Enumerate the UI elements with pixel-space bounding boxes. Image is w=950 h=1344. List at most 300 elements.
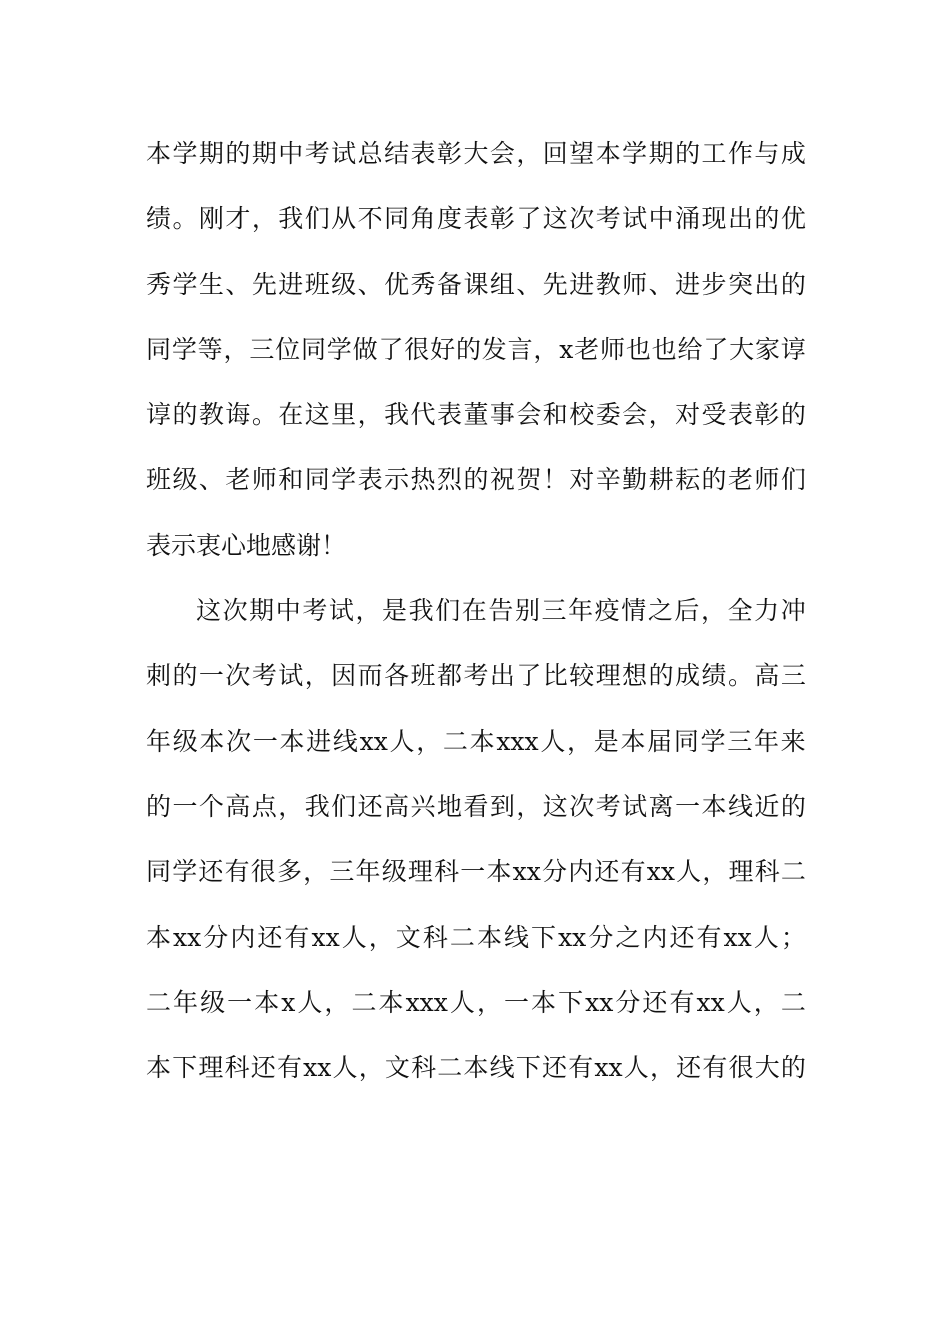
text-char: 是 <box>593 726 619 756</box>
text-char: 备 <box>436 269 462 299</box>
text-char: 理 <box>407 857 433 887</box>
text-char: 还 <box>198 857 224 887</box>
text-char: 人 <box>753 922 779 952</box>
text-char: 了 <box>703 334 729 364</box>
text-char: 董 <box>463 400 489 430</box>
text-char: 分 <box>542 857 568 887</box>
text-char: 与 <box>754 139 780 168</box>
text-char: 本 <box>469 726 495 756</box>
text-char: 会 <box>489 139 515 168</box>
text-char: 有 <box>620 857 646 887</box>
text-char: 会 <box>622 400 648 430</box>
text-char: 、 <box>198 465 224 495</box>
text-char: 次 <box>222 596 248 626</box>
text-char: 会 <box>516 400 542 430</box>
text-char: 们 <box>304 204 330 234</box>
text-char: 校 <box>569 400 595 430</box>
text-char: 本 <box>595 139 621 168</box>
text-char: 级 <box>172 465 198 495</box>
text-char: 进 <box>675 269 701 299</box>
text-char: 二 <box>780 987 806 1017</box>
text-char: 受 <box>701 400 727 430</box>
text-char: 里 <box>331 400 357 430</box>
text-line <box>146 844 806 909</box>
text-char: 表 <box>410 139 436 168</box>
text-char: 有 <box>669 987 695 1017</box>
text-char: 年 <box>173 987 199 1017</box>
text-char: 、 <box>357 269 383 299</box>
text-char: xx <box>173 922 202 952</box>
text-char: 学 <box>172 269 198 299</box>
text-char: 试 <box>331 139 357 168</box>
text-char: 进 <box>306 726 332 756</box>
text-char: 的 <box>701 465 727 495</box>
text-char: 二 <box>442 726 468 756</box>
text-char: 离 <box>648 791 674 821</box>
text-char: 了 <box>516 661 542 691</box>
text-line <box>146 322 806 387</box>
text-line <box>146 648 806 713</box>
text-char: 别 <box>514 596 540 626</box>
text-char: 中 <box>648 204 674 234</box>
text-char: 班 <box>410 661 436 691</box>
text-char: 高 <box>225 791 251 821</box>
text-char: 分 <box>588 922 614 952</box>
text-char: 先 <box>542 269 568 299</box>
text-line: 表示衷心地感谢！ <box>146 530 347 560</box>
text-char: 兴 <box>410 791 436 821</box>
text-char: 祝 <box>489 465 515 495</box>
text-char: 情 <box>621 596 647 626</box>
text-char: 级 <box>200 987 226 1017</box>
text-char: 有 <box>696 922 722 952</box>
text-char: ， <box>567 726 593 756</box>
text-char: ， <box>476 987 502 1017</box>
text-char: 科 <box>411 1053 437 1083</box>
text-char: 二 <box>146 987 172 1017</box>
text-char: 级 <box>331 269 357 299</box>
text-char: 中 <box>278 139 304 168</box>
text-char: 一 <box>504 987 530 1017</box>
text-char: xx <box>558 922 587 952</box>
text-char: 进 <box>569 269 595 299</box>
text-char: 人 <box>676 857 702 887</box>
text-char: 线 <box>727 791 753 821</box>
text-char: 考 <box>302 596 328 626</box>
text-char: 一 <box>172 791 198 821</box>
text-char: 文 <box>395 922 421 952</box>
text-char: 班 <box>146 465 172 495</box>
text-char: ， <box>516 791 542 821</box>
text-char: 次 <box>569 791 595 821</box>
text-char: 涌 <box>675 204 701 234</box>
text-char: 秀 <box>146 269 172 299</box>
text-char: 是 <box>382 596 408 626</box>
text-char: 级 <box>381 857 407 887</box>
text-char: 全 <box>727 596 753 626</box>
text-char: 刺 <box>146 661 172 691</box>
text-char: 热 <box>410 465 436 495</box>
text-char: 二 <box>449 922 475 952</box>
text-char: 们 <box>435 596 461 626</box>
text-char: 组 <box>489 269 515 299</box>
text-char: 老 <box>225 465 251 495</box>
text-char: ， <box>416 726 442 756</box>
text-char: ， <box>304 661 330 691</box>
text-char: 们 <box>331 791 357 821</box>
text-char: 谆 <box>780 334 806 364</box>
text-char: 大 <box>463 139 489 168</box>
text-char: 到 <box>489 791 515 821</box>
text-char: 优 <box>780 204 806 234</box>
text-char: 诲 <box>225 400 251 430</box>
text-char: 文 <box>384 1053 410 1083</box>
text-char: 突 <box>727 269 753 299</box>
text-char: 委 <box>595 400 621 430</box>
text-char: 看 <box>463 791 489 821</box>
text-char: 总 <box>357 139 383 168</box>
text-char: 地 <box>436 791 462 821</box>
text-char: 期 <box>198 139 224 168</box>
text-char: 的 <box>455 334 481 364</box>
text-char: xx <box>646 857 675 887</box>
text-char: xx <box>594 1053 623 1083</box>
text-char: 的 <box>146 791 172 821</box>
text-line <box>146 126 806 191</box>
text-char: 近 <box>754 791 780 821</box>
text-char: 生 <box>198 269 224 299</box>
text-char: 表 <box>357 465 383 495</box>
text-char: 的 <box>172 661 198 691</box>
text-char: 优 <box>384 269 410 299</box>
text-char: 还 <box>676 1053 702 1083</box>
text-char: 的 <box>225 139 251 168</box>
text-char: 学 <box>622 139 648 168</box>
text-char: 有 <box>702 1053 728 1083</box>
text-char: 先 <box>251 269 277 299</box>
text-char: ， <box>358 1053 384 1083</box>
text-char: 人 <box>540 726 566 756</box>
text-char: 比 <box>542 661 568 691</box>
text-char: 还 <box>669 922 695 952</box>
text-char: 成 <box>780 139 806 168</box>
text-char: 给 <box>677 334 703 364</box>
text-char: 有 <box>568 1053 594 1083</box>
text-char: 的 <box>780 400 806 430</box>
text-char: 还 <box>357 791 383 821</box>
text-char: 还 <box>250 1053 276 1083</box>
text-char: 同 <box>146 334 172 364</box>
text-char: 三 <box>727 726 753 756</box>
text-char: 在 <box>278 400 304 430</box>
text-char: 本 <box>254 987 280 1017</box>
text-char: 、 <box>225 269 251 299</box>
text-char: 做 <box>352 334 378 364</box>
text-line <box>146 975 806 1040</box>
text-char: 人 <box>341 922 367 952</box>
text-char: 年 <box>753 726 779 756</box>
text-char: 。 <box>251 400 277 430</box>
text-char: 期 <box>648 139 674 168</box>
text-char: 考 <box>463 661 489 691</box>
text-char: 本 <box>701 791 727 821</box>
text-char: 本 <box>531 987 557 1017</box>
text-char: 三 <box>780 661 806 691</box>
text-char: 师 <box>251 465 277 495</box>
text-char: 人 <box>726 987 752 1017</box>
text-char: 试 <box>622 791 648 821</box>
text-char: 同 <box>673 726 699 756</box>
text-char: 力 <box>754 596 780 626</box>
text-char: 的 <box>463 465 489 495</box>
text-char: 角 <box>410 204 436 234</box>
text-char: 较 <box>569 661 595 691</box>
text-char: ， <box>753 987 779 1017</box>
text-char: xx <box>512 857 541 887</box>
text-char: 年 <box>568 596 594 626</box>
text-char: 期 <box>249 596 275 626</box>
text-char: 三 <box>329 857 355 887</box>
text-char: ， <box>357 400 383 430</box>
text-char: ！ <box>542 465 568 495</box>
text-char: 有 <box>284 922 310 952</box>
text-char: x <box>281 987 296 1017</box>
text-char: 教 <box>198 400 224 430</box>
text-char: 分 <box>203 922 229 952</box>
text-char: 期 <box>251 139 277 168</box>
text-char: 本 <box>146 922 172 952</box>
paragraph-start-line <box>146 583 806 648</box>
text-char: xxx <box>405 987 448 1017</box>
text-char: 考 <box>595 791 621 821</box>
text-char: ， <box>278 791 304 821</box>
text-char: 多 <box>276 857 302 887</box>
text-char: ， <box>303 857 329 887</box>
text-char: 本 <box>279 726 305 756</box>
text-char: 勤 <box>622 465 648 495</box>
text-char: 本 <box>146 1053 172 1083</box>
text-char: 来 <box>780 726 806 756</box>
text-char: 的 <box>172 400 198 430</box>
text-char: 谆 <box>146 400 172 430</box>
text-char: 的 <box>780 791 806 821</box>
text-char: 冲 <box>780 596 806 626</box>
text-char: 教 <box>595 269 621 299</box>
text-char: 各 <box>384 661 410 691</box>
text-line <box>146 387 806 452</box>
text-char: 学 <box>326 334 352 364</box>
text-char: 人 <box>389 726 415 756</box>
text-char: 了 <box>516 204 542 234</box>
text-char: 、 <box>648 269 674 299</box>
text-char: 表 <box>727 400 753 430</box>
text-char: 从 <box>331 204 357 234</box>
text-char: 这 <box>196 596 222 626</box>
text-char: ， <box>648 400 674 430</box>
text-char: xxx <box>496 726 539 756</box>
text-char: 疫 <box>594 596 620 626</box>
text-char: ， <box>355 596 381 626</box>
text-char: 师 <box>600 334 626 364</box>
text-char: 代 <box>410 400 436 430</box>
text-char: ， <box>649 1053 675 1083</box>
text-char: 同 <box>300 334 326 364</box>
text-char: 高 <box>384 791 410 821</box>
text-char: 线 <box>503 922 529 952</box>
text-char: 年 <box>146 726 172 756</box>
text-char: 很 <box>728 1053 754 1083</box>
text-char: 班 <box>304 269 330 299</box>
text-char: 人 <box>623 1053 649 1083</box>
text-char: 同 <box>384 204 410 234</box>
text-char: 三 <box>249 334 275 364</box>
text-char: 理 <box>198 1053 224 1083</box>
text-char: 刚 <box>198 204 224 234</box>
body-text <box>146 126 806 1105</box>
text-char: 表 <box>436 400 462 430</box>
text-char: 个 <box>198 791 224 821</box>
text-char: 线 <box>332 726 358 756</box>
text-char: 的 <box>780 269 806 299</box>
text-char: 很 <box>404 334 430 364</box>
text-char: 也 <box>625 334 651 364</box>
text-char: 同 <box>146 857 172 887</box>
text-char: 次 <box>225 661 251 691</box>
text-char: 还 <box>594 857 620 887</box>
text-char: 高 <box>754 661 780 691</box>
text-char: 了 <box>378 334 404 364</box>
text-char: 本 <box>620 726 646 756</box>
text-char: 我 <box>384 400 410 430</box>
text-char: 之 <box>647 596 673 626</box>
text-char: 本 <box>486 857 512 887</box>
text-char: 考 <box>304 139 330 168</box>
text-char: 年 <box>355 857 381 887</box>
text-char: 的 <box>648 661 674 691</box>
text-char: 一 <box>675 791 701 821</box>
text-line <box>146 191 806 256</box>
text-char: 这 <box>542 204 568 234</box>
text-char: 一 <box>460 857 486 887</box>
text-char: 一 <box>227 987 253 1017</box>
text-char: 之 <box>615 922 641 952</box>
text-char: xx <box>303 1053 332 1083</box>
text-char: 本 <box>463 1053 489 1083</box>
text-char: 考 <box>251 661 277 691</box>
text-char: 回 <box>542 139 568 168</box>
text-char: 人 <box>297 987 323 1017</box>
text-char: 大 <box>729 334 755 364</box>
text-char: 级 <box>172 726 198 756</box>
text-char: 对 <box>675 400 701 430</box>
text-char: 次 <box>569 204 595 234</box>
text-char: 本 <box>146 139 172 168</box>
text-char: 出 <box>727 204 753 234</box>
text-char: 很 <box>250 857 276 887</box>
text-char: 学 <box>172 857 198 887</box>
text-char: 表 <box>463 204 489 234</box>
text-char: 三 <box>541 596 567 626</box>
text-char: 内 <box>642 922 668 952</box>
text-char: ， <box>700 596 726 626</box>
text-char: 步 <box>701 269 727 299</box>
text-char: 还 <box>642 987 668 1017</box>
text-char: 彰 <box>436 139 462 168</box>
text-line <box>146 257 806 322</box>
text-char: 对 <box>569 465 595 495</box>
text-char: 试 <box>278 661 304 691</box>
text-char: 出 <box>754 269 780 299</box>
text-char: 老 <box>727 465 753 495</box>
text-char: 贺 <box>516 465 542 495</box>
text-char: 老 <box>574 334 600 364</box>
text-char: 理 <box>595 661 621 691</box>
text-char: xx <box>585 987 614 1017</box>
text-char: 望 <box>569 139 595 168</box>
text-char: 理 <box>728 857 754 887</box>
text-char: 内 <box>230 922 256 952</box>
text-char: 学 <box>172 139 198 168</box>
text-char: ， <box>368 922 394 952</box>
text-char: 后 <box>674 596 700 626</box>
text-char: 。 <box>727 661 753 691</box>
text-char: 辛 <box>595 465 621 495</box>
text-char: 现 <box>701 204 727 234</box>
text-char: 这 <box>542 791 568 821</box>
text-char: 试 <box>328 596 354 626</box>
text-char: 科 <box>422 922 448 952</box>
text-char: 都 <box>436 661 462 691</box>
text-char: 还 <box>257 922 283 952</box>
text-char: 进 <box>278 269 304 299</box>
text-char: 本 <box>476 922 502 952</box>
text-char: 有 <box>276 1053 302 1083</box>
text-char: 示 <box>384 465 410 495</box>
text-char: 们 <box>780 465 806 495</box>
text-char: 师 <box>754 465 780 495</box>
text-char: 秀 <box>410 269 436 299</box>
text-char: 想 <box>622 661 648 691</box>
text-char: 科 <box>224 1053 250 1083</box>
text-char: xx <box>311 922 340 952</box>
text-char: 出 <box>489 661 515 691</box>
text-char: 科 <box>434 857 460 887</box>
text-char: 告 <box>488 596 514 626</box>
text-char: 。 <box>172 204 198 234</box>
text-char: 言 <box>507 334 533 364</box>
text-char: ， <box>702 857 728 887</box>
text-char: 我 <box>408 596 434 626</box>
text-char: 还 <box>542 1053 568 1083</box>
text-char: 工 <box>701 139 727 168</box>
text-char: 学 <box>331 465 357 495</box>
text-char: 在 <box>461 596 487 626</box>
text-char: 彰 <box>489 204 515 234</box>
text-char: ， <box>223 334 249 364</box>
text-char: ； <box>780 922 806 952</box>
text-char: 一 <box>198 661 224 691</box>
text-char: 不 <box>357 204 383 234</box>
text-line <box>146 910 806 975</box>
text-char: 的 <box>675 139 701 168</box>
text-char: 下 <box>515 1053 541 1083</box>
text-char: ， <box>251 204 277 234</box>
text-line <box>146 452 806 517</box>
text-char: 好 <box>430 334 456 364</box>
text-char: 分 <box>615 987 641 1017</box>
text-char: 成 <box>675 661 701 691</box>
text-char: 结 <box>384 139 410 168</box>
